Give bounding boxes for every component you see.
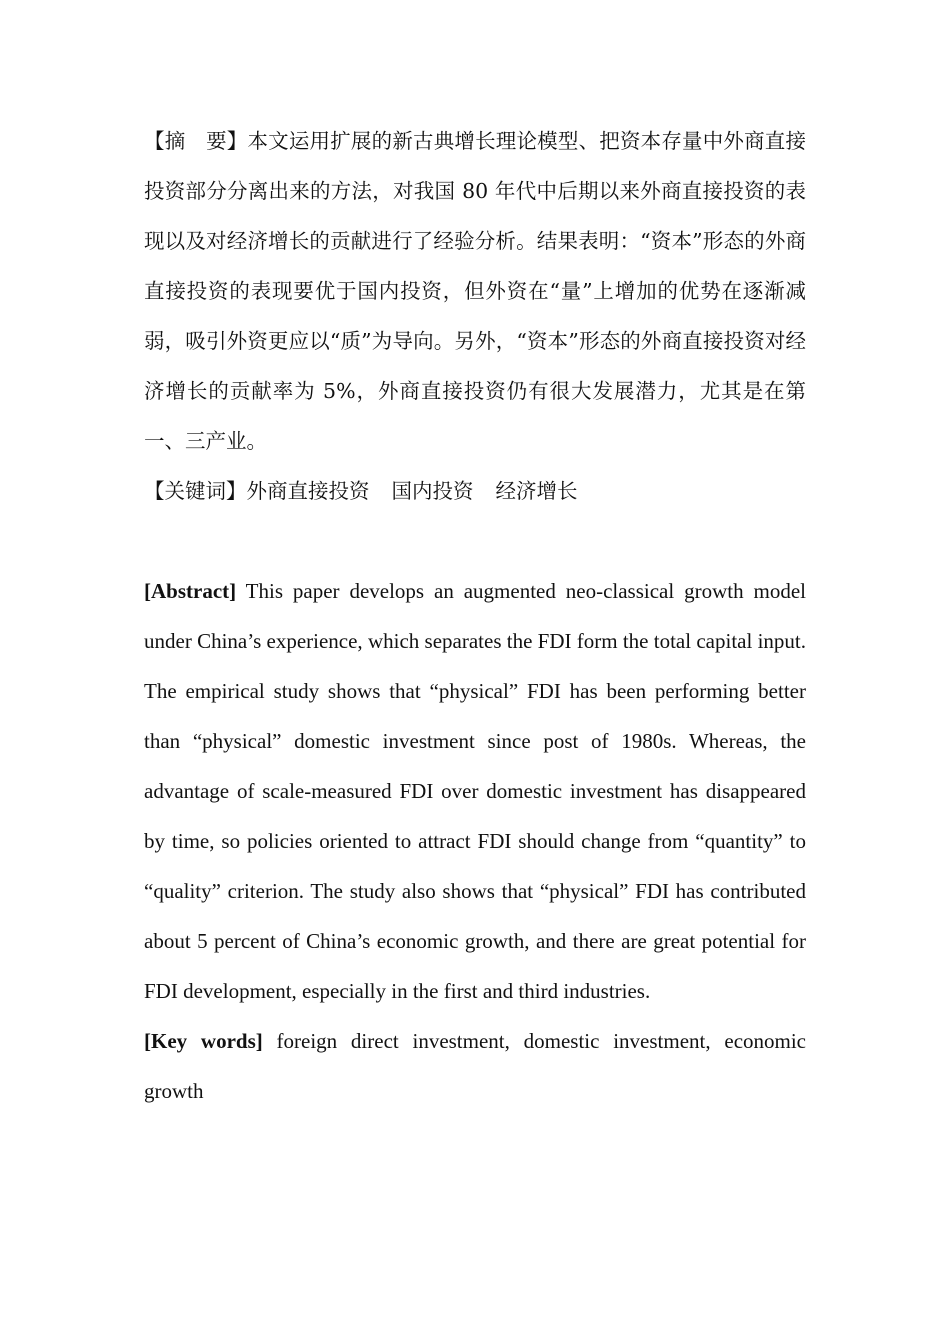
english-abstract-text: This paper develops an augmented neo-classical growth model under China’s experience, which separates the FDI form the total capital input. The empirical study shows that “physical” FDI has been performing better than “physical” domestic investment since post of 1980s. Whereas, the advantage of scale-measured FDI over domestic investment has disappeared by time, so policies oriented to attract FDI should change from “quantity” to “quality” criterion. The study also shows that “physical” FDI has contributed about 5 percent of China’s economic growth, and there are great potential for FDI development, especially in the first and third industries.: [144, 579, 806, 1003]
chinese-keyword-2: 国内投资: [391, 479, 474, 503]
english-keywords: [144, 1016, 806, 1116]
section-gap: [144, 516, 806, 566]
chinese-keywords-label: 【关键词】: [144, 479, 247, 503]
english-keywords-label: [Key words]: [144, 1029, 263, 1053]
chinese-abstract-text: 本文运用扩展的新古典增长理论模型、把资本存量中外商直接投资部分分离出来的方法，对我国 80 年代中后期以来外商直接投资的表现以及对经济增长的贡献进行了经验分析。结果表明：“资本”形态的外商直接投资的表现要优于国内投资，但外资在“量”上增加的优势在逐渐减弱，吸引外资更应以“质”为导向。另外，“资本”形态的外商直接投资对经济增长的贡献率为 5%，外商直接投资仍有很大发展潜力，尤其是在第一、三产业。: [144, 129, 806, 453]
abstract-page: [144, 116, 806, 1116]
english-abstract-label: [Abstract]: [144, 579, 237, 603]
chinese-keyword-1: 外商直接投资: [246, 479, 370, 503]
chinese-keyword-3: 经济增长: [495, 479, 578, 503]
chinese-keywords: [144, 466, 806, 516]
chinese-abstract: [144, 116, 806, 466]
english-keywords-text: foreign direct investment, domestic investment, economic growth: [144, 1029, 807, 1103]
english-abstract: [144, 566, 806, 1016]
chinese-abstract-label: 【摘 要】: [144, 129, 248, 153]
